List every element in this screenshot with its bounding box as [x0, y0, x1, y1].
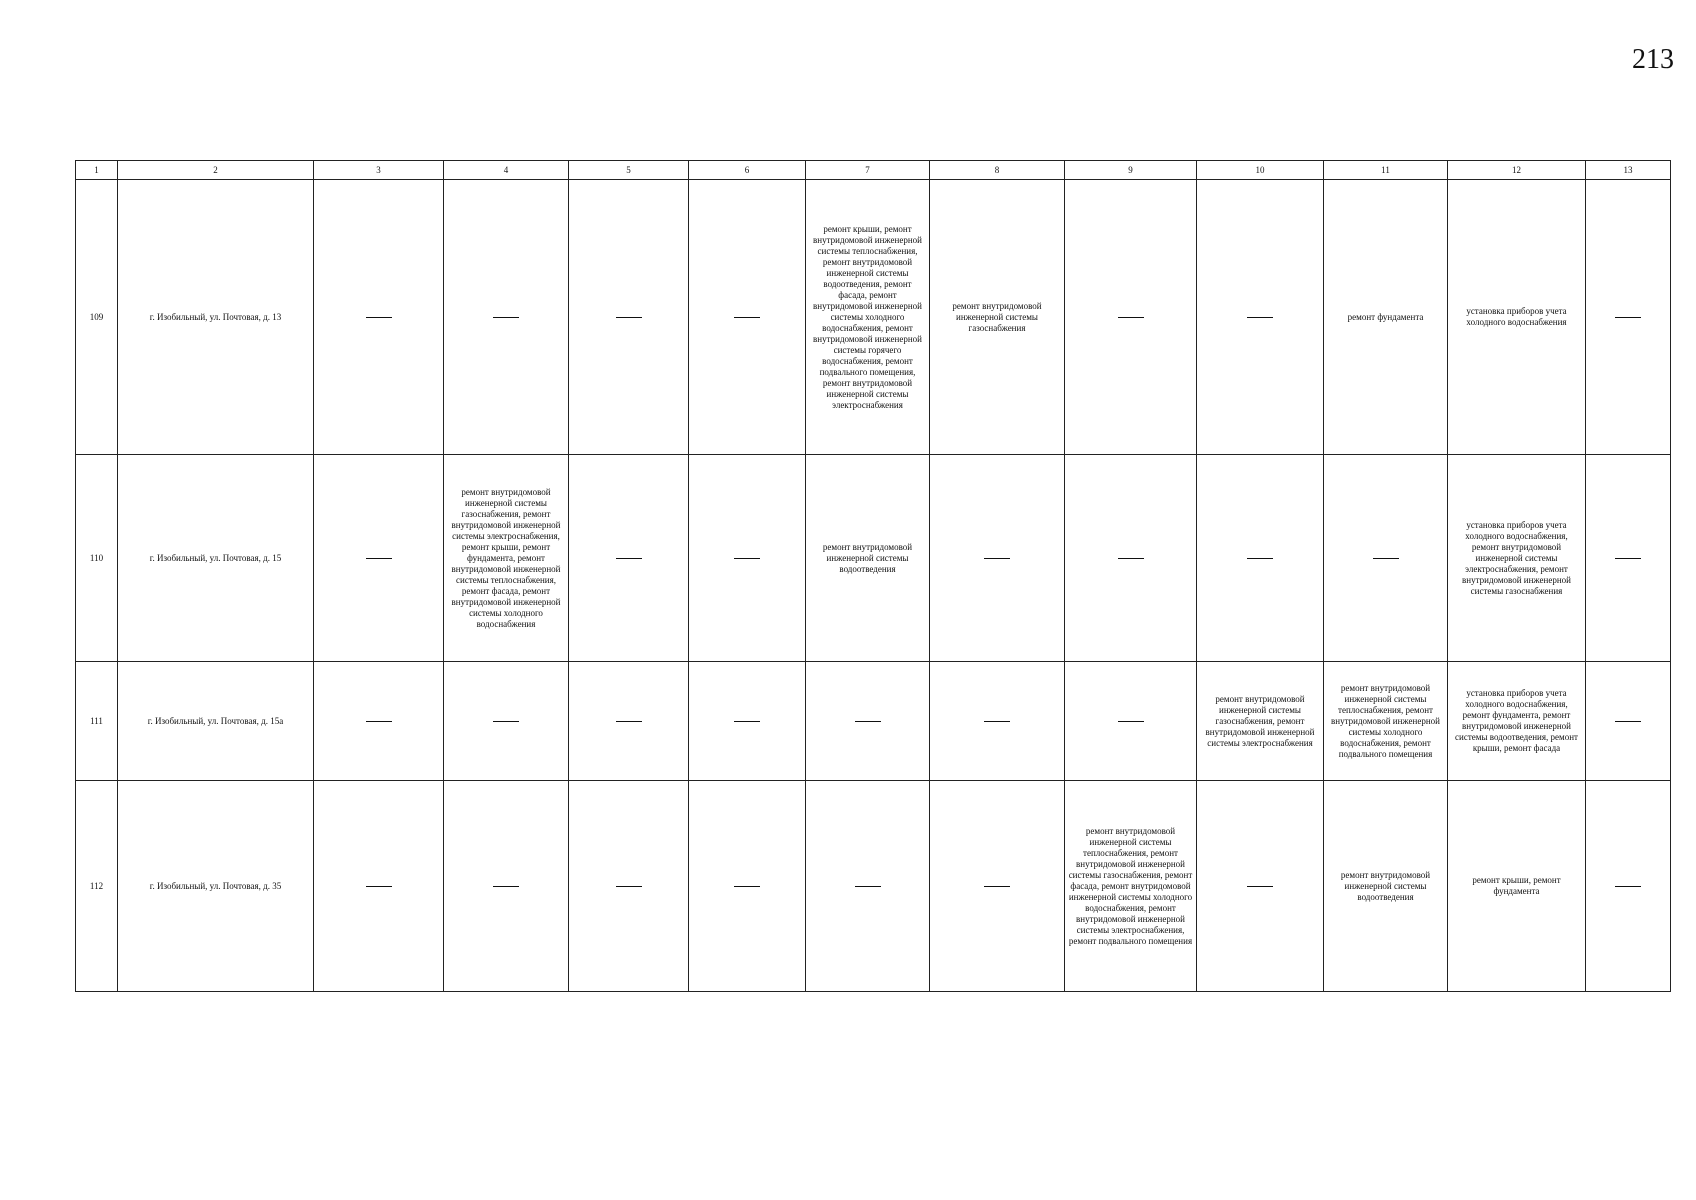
table-row	[76, 662, 1671, 781]
empty-cell	[569, 781, 689, 992]
empty-cell	[314, 781, 444, 992]
dash-mark	[1118, 721, 1144, 722]
dash-mark	[1247, 558, 1273, 559]
column-header: 3	[314, 161, 444, 180]
table-row	[76, 781, 1671, 992]
empty-cell	[569, 662, 689, 781]
dash-mark	[984, 558, 1010, 559]
work-cell: установка приборов учета холодного водоснабжения, ремонт фундамента, ремонт внутридомовой инженерной системы водоотведения, ремонт крыши, ремонт фасада	[1448, 662, 1586, 781]
row-number: 112	[76, 781, 118, 992]
dash-mark	[1615, 558, 1641, 559]
empty-cell	[1065, 662, 1197, 781]
empty-cell	[1065, 180, 1197, 455]
column-header: 8	[930, 161, 1065, 180]
work-cell: ремонт внутридомовой инженерной системы теплоснабжения, ремонт внутридомовой инженерной системы газоснабжения, ремонт фасада, ремонт внутридомовой инженерной системы холодного водоснабжения, ремонт внутридомовой инженерной системы электроснабжения, ремонт подвального помещения	[1065, 781, 1197, 992]
work-cell: ремонт внутридомовой инженерной системы водоотведения	[806, 455, 930, 662]
work-cell: ремонт крыши, ремонт внутридомовой инженерной системы теплоснабжения, ремонт внутридомовой инженерной системы водоотведения, ремонт фасада, ремонт внутридомовой инженерной системы холодного водоснабжения, ремонт внутридомовой инженерной системы горячего водоснабжения, ремонт подвального помещения, ремонт внутридомовой инженерной системы электроснабжения	[806, 180, 930, 455]
row-number: 110	[76, 455, 118, 662]
empty-cell	[1586, 781, 1671, 992]
dash-mark	[734, 317, 760, 318]
dash-mark	[734, 721, 760, 722]
column-header: 10	[1197, 161, 1324, 180]
empty-cell	[930, 781, 1065, 992]
dash-mark	[1247, 317, 1273, 318]
works-table	[75, 160, 1671, 992]
dash-mark	[734, 558, 760, 559]
dash-mark	[1373, 558, 1399, 559]
dash-mark	[984, 721, 1010, 722]
column-header: 4	[444, 161, 569, 180]
dash-mark	[493, 721, 519, 722]
dash-mark	[366, 558, 392, 559]
column-header: 2	[118, 161, 314, 180]
empty-cell	[689, 180, 806, 455]
empty-cell	[1197, 781, 1324, 992]
empty-cell	[1586, 455, 1671, 662]
dash-mark	[493, 886, 519, 887]
empty-cell	[689, 455, 806, 662]
column-header: 1	[76, 161, 118, 180]
dash-mark	[366, 886, 392, 887]
row-number: 109	[76, 180, 118, 455]
empty-cell	[689, 662, 806, 781]
empty-cell	[444, 781, 569, 992]
empty-cell	[314, 180, 444, 455]
empty-cell	[444, 662, 569, 781]
page-number: 213	[1632, 44, 1674, 75]
dash-mark	[1615, 317, 1641, 318]
dash-mark	[616, 721, 642, 722]
column-header: 5	[569, 161, 689, 180]
empty-cell	[1586, 180, 1671, 455]
work-cell: ремонт внутридомовой инженерной системы газоснабжения, ремонт внутридомовой инженерной системы электроснабжения, ремонт крыши, ремонт фундамента, ремонт внутридомовой инженерной системы теплоснабжения, ремонт фасада, ремонт внутридомовой инженерной системы холодного водоснабжения	[444, 455, 569, 662]
empty-cell	[314, 662, 444, 781]
dash-mark	[984, 886, 1010, 887]
empty-cell	[930, 662, 1065, 781]
column-number-row	[76, 161, 1671, 180]
dash-mark	[616, 558, 642, 559]
address-cell: г. Изобильный, ул. Почтовая, д. 15а	[118, 662, 314, 781]
empty-cell	[314, 455, 444, 662]
empty-cell	[1586, 662, 1671, 781]
dash-mark	[1615, 721, 1641, 722]
empty-cell	[444, 180, 569, 455]
address-cell: г. Изобильный, ул. Почтовая, д. 35	[118, 781, 314, 992]
work-cell: установка приборов учета холодного водоснабжения, ремонт внутридомовой инженерной системы электроснабжения, ремонт внутридомовой инженерной системы газоснабжения	[1448, 455, 1586, 662]
work-cell: ремонт внутридомовой инженерной системы газоснабжения	[930, 180, 1065, 455]
column-header: 7	[806, 161, 930, 180]
column-header: 12	[1448, 161, 1586, 180]
table-row	[76, 455, 1671, 662]
work-cell: ремонт внутридомовой инженерной системы теплоснабжения, ремонт внутридомовой инженерной системы холодного водоснабжения, ремонт подвального помещения	[1324, 662, 1448, 781]
empty-cell	[1065, 455, 1197, 662]
empty-cell	[1197, 180, 1324, 455]
column-header: 9	[1065, 161, 1197, 180]
empty-cell	[930, 455, 1065, 662]
address-cell: г. Изобильный, ул. Почтовая, д. 13	[118, 180, 314, 455]
column-header: 6	[689, 161, 806, 180]
dash-mark	[616, 317, 642, 318]
dash-mark	[1118, 317, 1144, 318]
column-header: 13	[1586, 161, 1671, 180]
empty-cell	[806, 662, 930, 781]
work-cell: ремонт крыши, ремонт фундамента	[1448, 781, 1586, 992]
dash-mark	[855, 721, 881, 722]
empty-cell	[1197, 455, 1324, 662]
empty-cell	[569, 455, 689, 662]
table-row	[76, 180, 1671, 455]
dash-mark	[1615, 886, 1641, 887]
dash-mark	[366, 317, 392, 318]
dash-mark	[734, 886, 760, 887]
work-cell: ремонт внутридомовой инженерной системы водоотведения	[1324, 781, 1448, 992]
empty-cell	[569, 180, 689, 455]
column-header: 11	[1324, 161, 1448, 180]
empty-cell	[689, 781, 806, 992]
dash-mark	[1247, 886, 1273, 887]
dash-mark	[493, 317, 519, 318]
row-number: 111	[76, 662, 118, 781]
dash-mark	[366, 721, 392, 722]
work-cell: ремонт внутридомовой инженерной системы газоснабжения, ремонт внутридомовой инженерной системы электроснабжения	[1197, 662, 1324, 781]
address-cell: г. Изобильный, ул. Почтовая, д. 15	[118, 455, 314, 662]
empty-cell	[1324, 455, 1448, 662]
dash-mark	[616, 886, 642, 887]
work-cell: установка приборов учета холодного водоснабжения	[1448, 180, 1586, 455]
dash-mark	[1118, 558, 1144, 559]
work-cell: ремонт фундамента	[1324, 180, 1448, 455]
dash-mark	[855, 886, 881, 887]
empty-cell	[806, 781, 930, 992]
